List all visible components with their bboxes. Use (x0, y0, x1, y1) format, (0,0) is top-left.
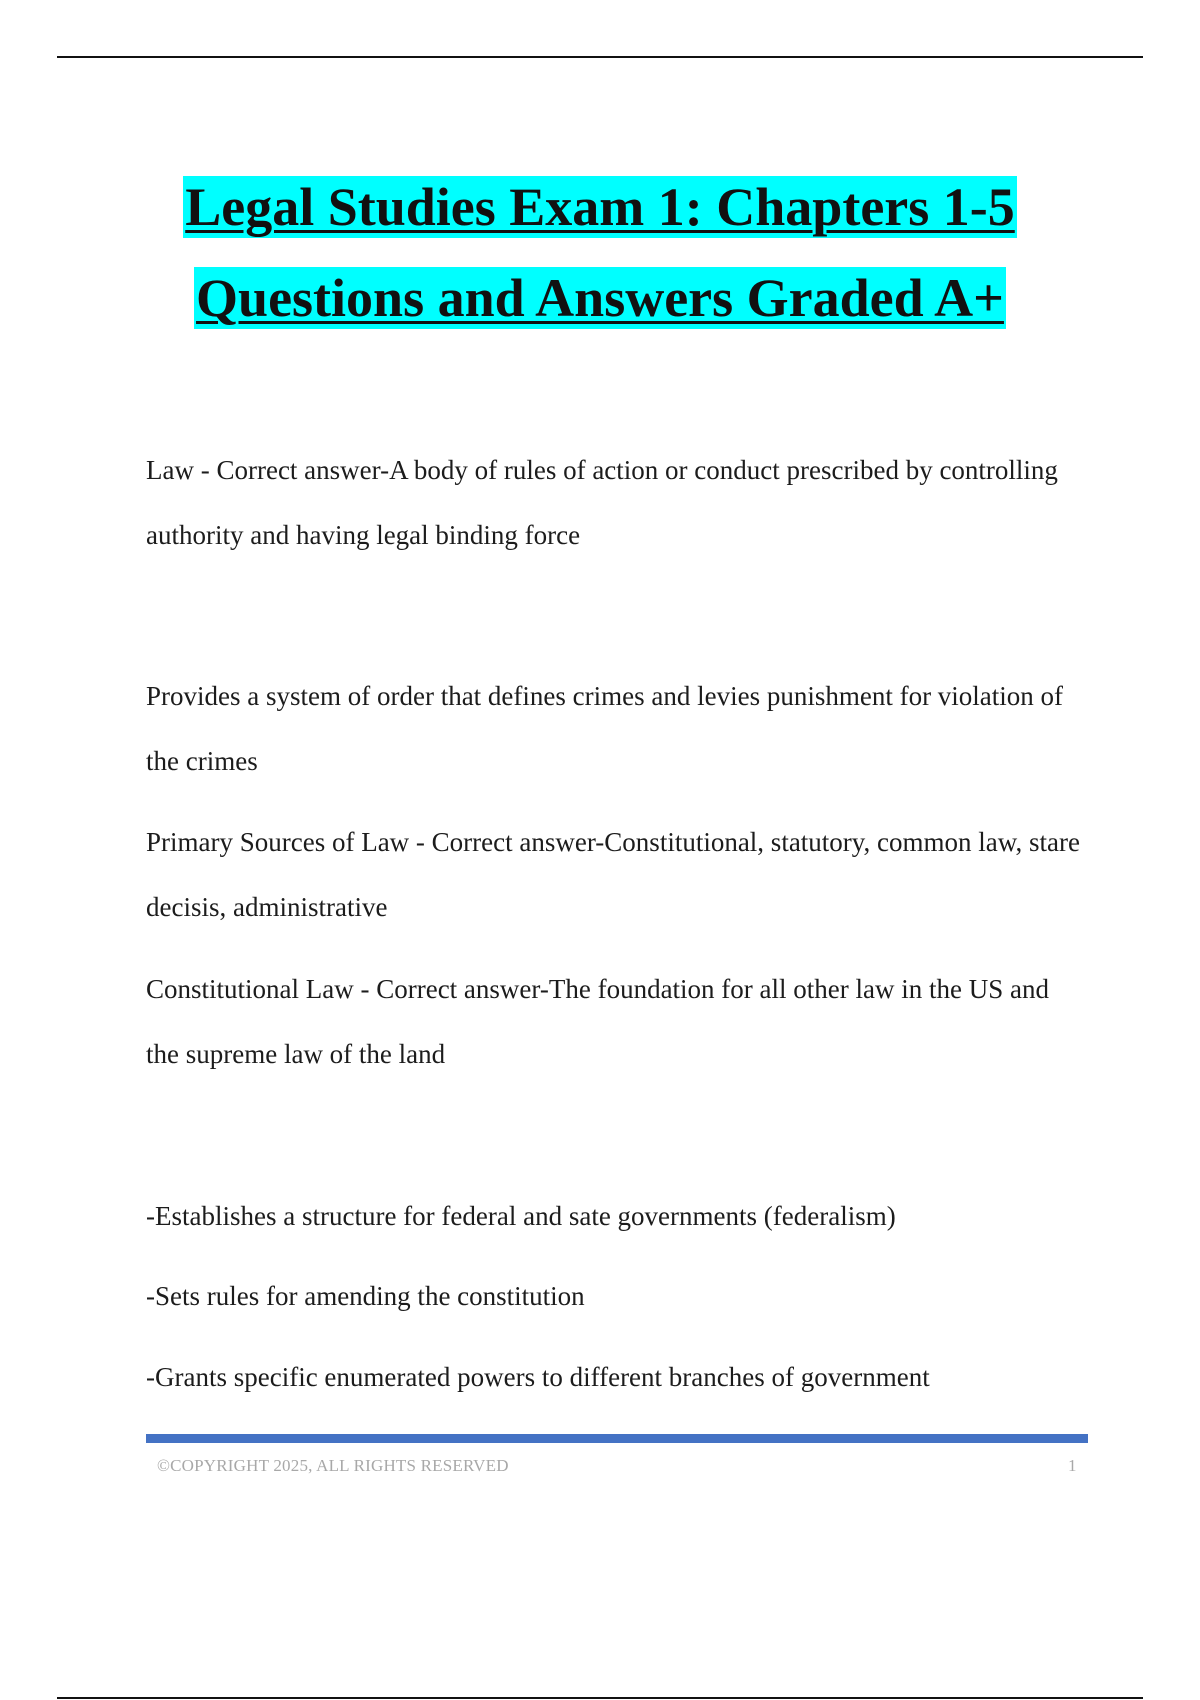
paragraph-law-definition: Law - Correct answer-A body of rules of action or conduct prescribed by controlling authority and having legal binding force (146, 455, 1058, 550)
paragraph-constitutional-law: Constitutional Law - Correct answer-The foundation for all other law in the US and the supreme law of the land (146, 974, 1049, 1069)
document-title (0, 176, 1200, 358)
paragraph-primary-sources: Primary Sources of Law - Correct answer-Constitutional, statutory, common law, stare decisis, administrative (146, 827, 1080, 922)
list-item-amending: -Sets rules for amending the constitution (146, 1281, 585, 1311)
footer-bar (146, 1434, 1088, 1443)
title-line-2: Questions and Answers Graded A+ (196, 268, 1004, 328)
bottom-rule (57, 1697, 1143, 1699)
list-item-enumerated-powers: -Grants specific enumerated powers to different branches of government (146, 1362, 930, 1392)
footer-copyright: ©COPYRIGHT 2025, ALL RIGHTS RESERVED (157, 1456, 509, 1475)
page-number: 1 (1068, 1456, 1077, 1475)
top-rule (57, 56, 1143, 58)
title-line-1: Legal Studies Exam 1: Chapters 1-5 (185, 177, 1015, 237)
list-item-federalism: -Establishes a structure for federal and sate governments (federalism) (146, 1201, 896, 1231)
paragraph-law-purpose: Provides a system of order that defines crimes and levies punishment for violation of the crimes (146, 681, 1064, 776)
